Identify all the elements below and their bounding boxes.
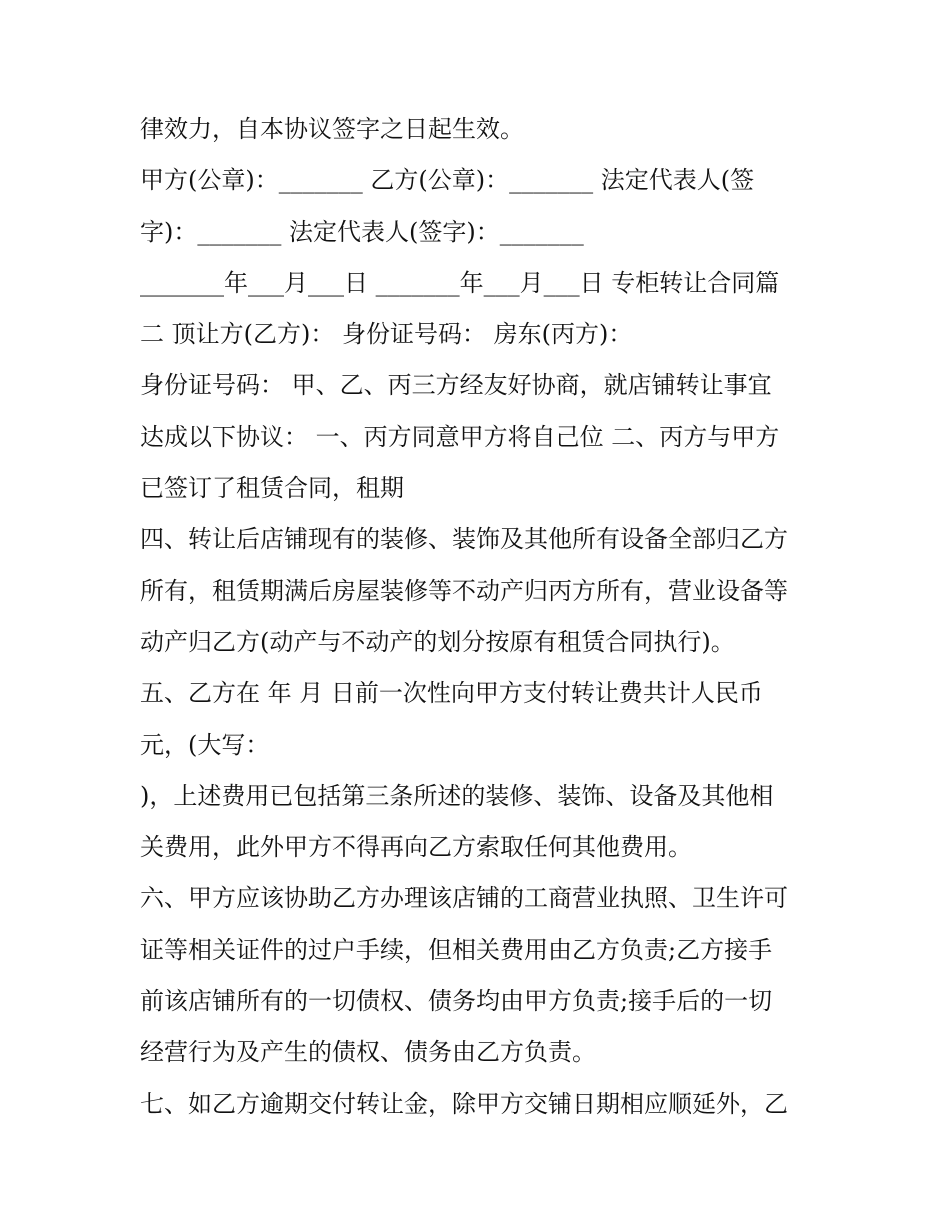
document-body (140, 104, 830, 1130)
body-line: 二 顶让方(乙方)： 身份证号码： 房东(丙方)： (140, 320, 633, 349)
body-line: 前该店铺所有的一切债权、债务均由甲方负责;接手后的一切 (140, 987, 773, 1016)
body-line: 动产归乙方(动产与不动产的划分按原有租赁合同执行)。 (140, 627, 735, 656)
body-line: 达成以下协议： 一、丙方同意甲方将自己位 二、丙方与甲方 (140, 422, 780, 451)
body-line: )，上述费用已包括第三条所述的装修、装饰、设备及其他相 (140, 781, 774, 810)
body-line: 身份证号码： 甲、乙、丙三方经友好协商，就店铺转让事宜 (140, 371, 772, 400)
body-line: 关费用，此外甲方不得再向乙方索取任何其他费用。 (140, 833, 692, 862)
body-line: 七、如乙方逾期交付转让金，除甲方交铺日期相应顺延外，乙 (140, 1089, 788, 1118)
body-line: _______年___月___日 _______年___月___日 专柜转让合同篇 (140, 268, 780, 297)
body-line: 字)：_______ 法定代表人(签字)：_______ (140, 217, 584, 246)
body-line: 元，(大写： (140, 730, 270, 759)
body-line: 律效力，自本协议签字之日起生效。 (140, 115, 524, 143)
body-line: 四、转让后店铺现有的装修、装饰及其他所有设备全部归乙方 (140, 525, 788, 554)
body-line: 六、甲方应该协助乙方办理该店铺的工商营业执照、卫生许可 (140, 884, 788, 913)
body-line: 已签订了租赁合同，租期 (140, 474, 404, 503)
body-line: 甲方(公章)：_______ 乙方(公章)：_______ 法定代表人(签 (140, 166, 755, 195)
body-line: 五、乙方在 年 月 日前一次性向甲方支付转让费共计人民币 (140, 679, 763, 708)
body-line: 证等相关证件的过户手续，但相关费用由乙方负责;乙方接手 (140, 935, 773, 964)
body-line: 经营行为及产生的债权、债务由乙方负责。 (140, 1038, 596, 1067)
body-line: 所有，租赁期满后房屋装修等不动产归丙方所有，营业设备等 (140, 576, 788, 605)
